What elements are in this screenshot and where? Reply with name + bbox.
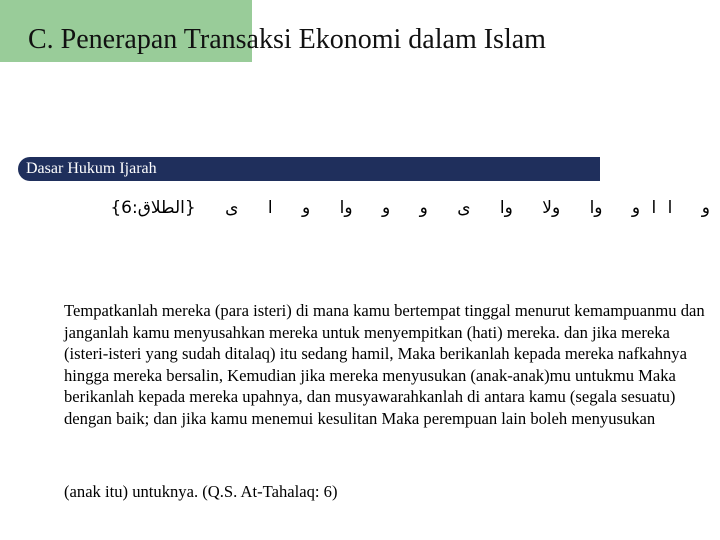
arabic-fragment: و bbox=[301, 198, 311, 218]
arabic-fragment: ا ا و bbox=[631, 198, 673, 218]
arabic-fragment: ا bbox=[267, 198, 273, 218]
arabic-fragment: و bbox=[701, 198, 710, 218]
arabic-fragment: و bbox=[419, 198, 428, 218]
arabic-fragment: وا bbox=[339, 198, 353, 218]
translation-text: Tempatkanlah mereka (para isteri) di mana kamu bertempat tinggal menurut kemampuanmu dan janganlah kamu menyusahkan mereka untuk menyempitkan (hati) mereka. dan jika mereka (isteri-isteri yang sudah ditalaq) itu sedang hamil, Maka berikanlah kepada mereka nafkahnya hingga mereka bersalin, Kemudian jika mereka menyusukan (anak-anak)mu untukmu Maka berikanlah kepada mereka upahnya, dan musyawarahkanlah di antara kamu (segala sesuatu) dengan baik; dan jika kamu menemui kesulitan Maka perempuan lain boleh menyusukan bbox=[64, 301, 705, 428]
verse-citation: (anak itu) untuknya. (Q.S. At-Tahalaq: 6) bbox=[64, 482, 338, 501]
arabic-fragment: وا bbox=[499, 198, 513, 218]
arabic-fragment: ى bbox=[457, 198, 471, 218]
slide-title: C. Penerapan Transaksi Ekonomi dalam Islam bbox=[28, 24, 546, 55]
arabic-fragment: ولا bbox=[542, 198, 561, 218]
arabic-fragment: و bbox=[381, 198, 391, 218]
arabic-fragment: ى bbox=[225, 198, 239, 218]
section-header-label: Dasar Hukum Ijarah bbox=[26, 160, 157, 177]
arabic-fragment: وا bbox=[589, 198, 603, 218]
arabic-citation: {الطلاق:6} bbox=[110, 198, 196, 218]
arabic-verse bbox=[110, 194, 710, 222]
